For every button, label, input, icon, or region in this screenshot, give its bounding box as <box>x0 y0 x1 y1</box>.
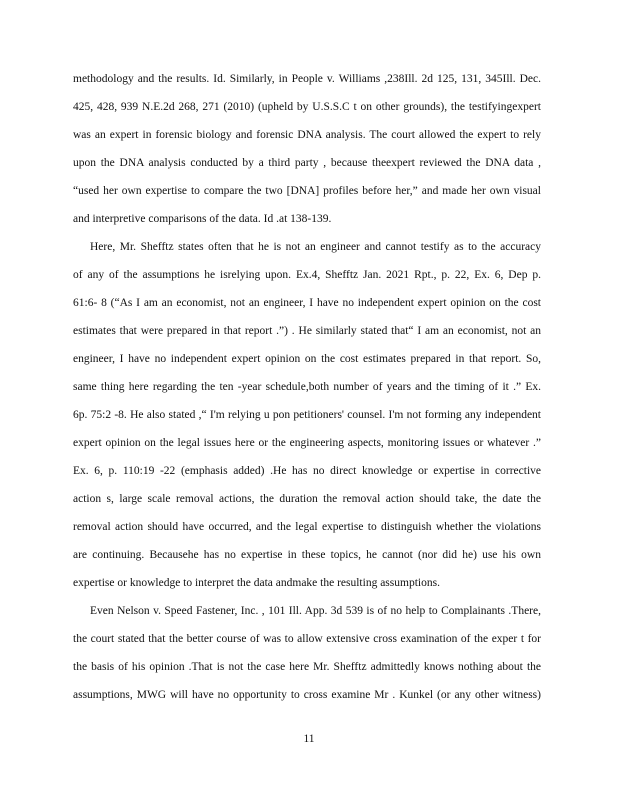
page-number: 11 <box>303 733 315 745</box>
text-line: Ex. 6, p. 110:19 -22 (emphasis added) .He has no direct knowledge or expertise in corrective <box>73 465 541 477</box>
text-line: the court stated that the better course of was to allow extensive cross examination of the exper t for <box>73 633 541 645</box>
text-line: and interpretive comparisons of the data. Id .at 138-139. <box>73 213 332 225</box>
paragraph-first-line: Here, Mr. Shefftz states often that he is not an engineer and cannot testify as to the accuracy <box>90 241 541 253</box>
text-line: methodology and the results. Id. Similarly, in People v. Williams ,238Ill. 2d 125, 131, 345Ill. Dec. <box>73 73 541 85</box>
text-line: removal action should have occurred, and the legal expertise to distinguish whether the violations <box>73 521 541 533</box>
text-line: expertise or knowledge to interpret the data andmake the resulting assumptions. <box>73 577 440 589</box>
text-line: upon the DNA analysis conducted by a third party , because theexpert reviewed the DNA data , <box>73 157 541 169</box>
text-line: assumptions, MWG will have no opportunity to cross examine Mr . Kunkel (or any other witness) <box>73 689 541 701</box>
text-line: 61:6- 8 (“As I am an economist, not an engineer, I have no independent expert opinion on the cost <box>73 297 541 309</box>
paragraph-first-line: Even Nelson v. Speed Fastener, Inc. , 101 Ill. App. 3d 539 is of no help to Complainants .There, <box>90 605 541 617</box>
text-line: expert opinion on the legal issues here or the engineering aspects, monitoring issues or whatever .” <box>73 437 541 449</box>
text-line: was an expert in forensic biology and forensic DNA analysis. The court allowed the expert to rely <box>73 129 541 141</box>
text-line: 425, 428, 939 N.E.2d 268, 271 (2010) (upheld by U.S.S.C t on other grounds), the testifyingexpert <box>73 101 541 113</box>
text-line: 6p. 75:2 -8. He also stated ,“ I'm relying u pon petitioners' counsel. I'm not forming any independent <box>73 409 541 421</box>
text-line: same thing here regarding the ten -year schedule,both number of years and the timing of it .” Ex. <box>73 381 541 393</box>
text-line: action s, large scale removal actions, the duration the removal action should take, the date the <box>73 493 541 505</box>
text-line: are continuing. Becausehe has no expertise in these topics, he cannot (nor did he) use his own <box>73 549 541 561</box>
text-line: “used her own expertise to compare the two [DNA] profiles before her,” and made her own visual <box>73 185 541 197</box>
text-line: the basis of his opinion .That is not the case here Mr. Shefftz admittedly knows nothing about the <box>73 661 541 673</box>
text-line: engineer, I have no independent expert opinion on the cost estimates prepared in that report. So, <box>73 353 541 365</box>
text-line: of any of the assumptions he isrelying upon. Ex.4, Shefftz Jan. 2021 Rpt., p. 22, Ex. 6, Dep p. <box>73 269 541 281</box>
text-line: estimates that were prepared in that report .”) . He similarly stated that“ I am an economist, not an <box>73 325 541 337</box>
